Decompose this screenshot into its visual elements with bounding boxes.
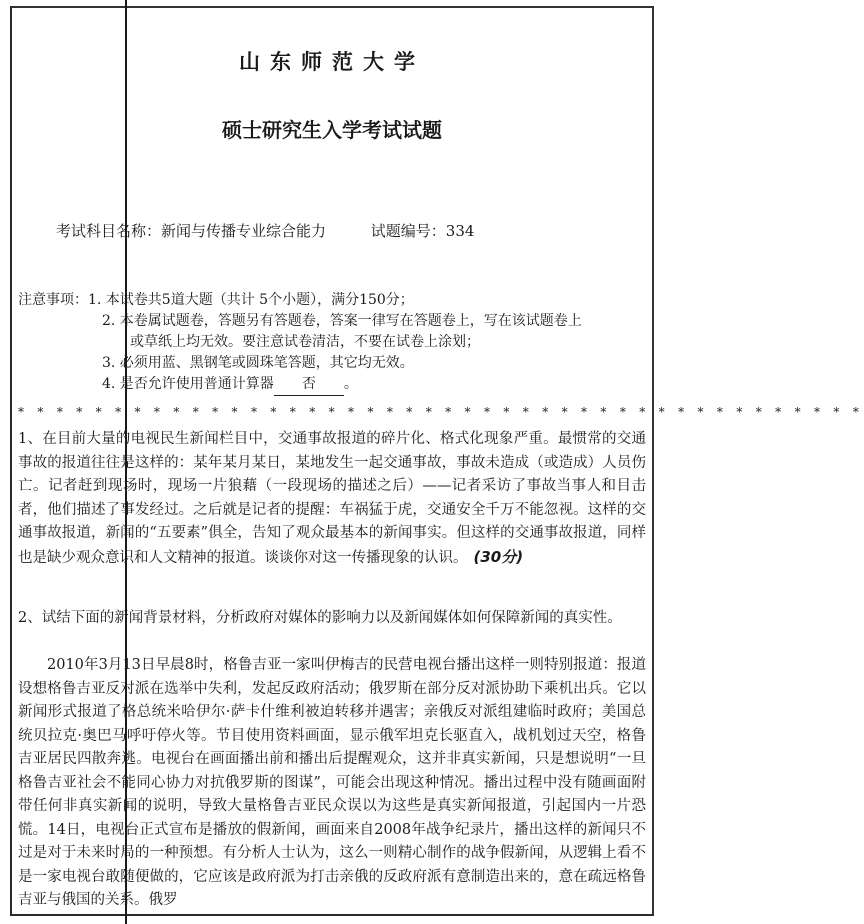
question-text: 1、在目前大量的电视民生新闻栏目中，交通事故报道的碎片化、格式化现象严重。最惯常的交通事故的报道往往是这样的：某年某月某日，某地发生一起交通事故，事故未造成（或造成）人员伤亡。记者赶到现场时，现场一片狼藉（一段现场的描述之后）——记者采访了事故当事人和目击者，他们描述了事发经过。之后就是记者的提醒：车祸猛于虎，交通安全千万不能忽视。这样的交通事故报道，新闻的“五要素”俱全，告知了观众最基本的新闻事实。但这样的交通事故报道，同样也是缺少观众意识和人文精神的报道。谈谈你对这一传播现象的认识。: [18, 431, 646, 566]
exam-title: 硕士研究生入学考试试题: [222, 118, 442, 142]
notes-label: 注意事项：: [18, 292, 88, 308]
note-item: 或草纸上均无效。要注意试卷清洁，不要在试卷上涂划；: [130, 334, 480, 350]
calculator-answer: 否: [274, 374, 344, 396]
subject-line: [56, 220, 474, 241]
exam-code: 试题编号：334: [370, 222, 475, 240]
question-2: 2、试结下面的新闻背景材料，分析政府对媒体的影响力以及新闻媒体如何保障新闻的真实性。: [18, 610, 622, 626]
note-item: 2. 本卷属试题卷，答题另有答题卷，答案一律写在答题卷上，写在该试题卷上: [102, 313, 582, 329]
note-item: 4. 是否允许使用普通计算器 否 。: [18, 374, 582, 396]
question-1: [18, 428, 646, 570]
separator: * * * * * * * * * * * * * * * * * * * * * * * * * * * * * * * * * * * * * * * * * * * *: [18, 405, 864, 419]
subject-name: 考试科目名称：新闻与传播专业综合能力: [56, 222, 327, 240]
exam-notes: [18, 290, 582, 396]
note-item: 注意事项：1. 本试卷共5道大题（共计 5个小题），满分150分；: [18, 292, 414, 308]
handwritten-score: (30分): [473, 547, 524, 566]
university-name: 山东师范大学: [239, 50, 425, 74]
question-2-material: 2010年3月13日早晨8时，格鲁吉亚一家叫伊梅吉的民营电视台播出这样一则特别报道：报道设想格鲁吉亚反对派在选举中失利，发起反政府活动；俄罗斯在部分反对派协助下乘机出兵。它以新闻形式报道了格总统米哈伊尔·萨卡什维利被迫转移并遇害；亲俄反对派组建临时政府；美国总统贝拉克·奥巴马呼吁停火等。节目使用资料画面，显示俄军坦克长驱直入，战机划过天空，格鲁吉亚居民四散奔逃。电视台在画面播出前和播出后提醒观众，这并非真实新闻，只是想说明“一旦格鲁吉亚社会不能同心协力对抗俄罗斯的图谋”，可能会出现这种情况。播出过程中没有随画面附带任何非真实新闻的说明，导致大量格鲁吉亚民众误以为这些是真实新闻报道，引起国内一片恐慌。14日，电视台正式宣布是播放的假新闻，画面来自2008年战争纪录片，播出这样的新闻只不过是对于未来时局的一种预想。有分析人士认为，这么一则精心制作的战争假新闻，从逻辑上看不是一家电视台敢随便做的，它应该是政府派为打击亲俄的反政府派有意制造出来的，意在疏远格鲁吉亚与俄国的关系。俄罗: [18, 657, 646, 908]
note-item: 3. 必须用蓝、黑钢笔或圆珠笔答题，其它均无效。: [102, 355, 414, 371]
